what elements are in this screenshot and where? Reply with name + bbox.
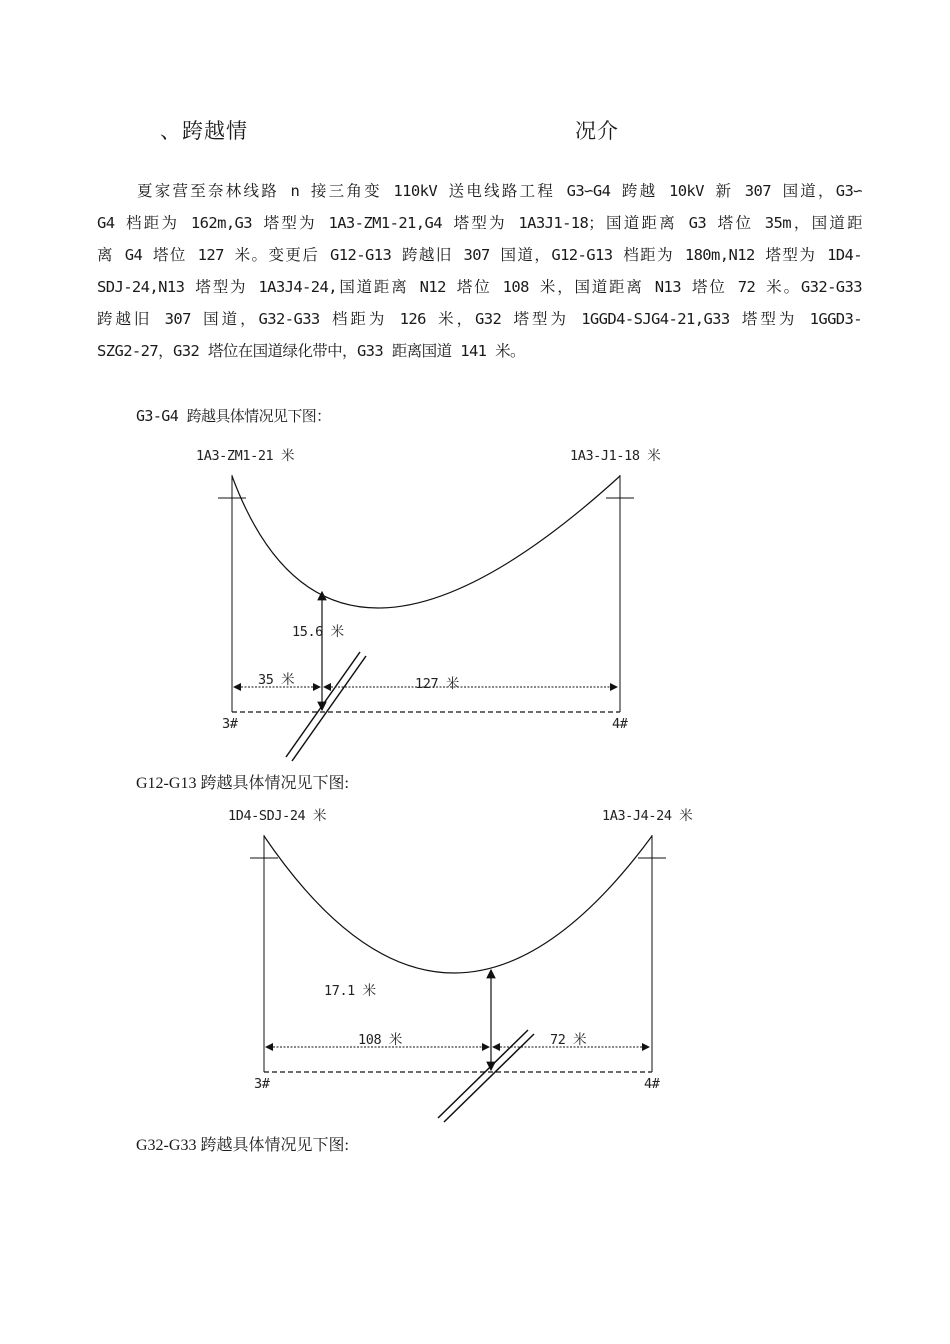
- right-pole-label: 4#: [612, 716, 628, 732]
- road-line-b: [444, 1034, 534, 1122]
- crossing-diagram-g12-g13: [0, 800, 950, 1130]
- caption-g3-g4: G3-G4 跨越具体情况见下图：: [136, 407, 331, 425]
- left-tower-label: 1A3-ZM1-21 米: [196, 448, 295, 464]
- road-line-a: [286, 652, 360, 757]
- section-heading-right: 况介: [575, 119, 619, 143]
- crossing-diagram-g3-g4: [0, 440, 950, 770]
- caption-g32-g33: G32-G33 跨越具体情况见下图:: [136, 1137, 349, 1154]
- right-distance-label: 127 米: [415, 676, 460, 692]
- paragraph-line: SDJ-24,N13 塔型为 1A3J4-24,国道距离 N12 塔位 108 米，国道距离 N13 塔位 72 米。G32-G33: [97, 278, 862, 296]
- left-distance-label: 108 米: [358, 1032, 403, 1048]
- paragraph-line: 跨越旧 307 国道，G32-G33 档距为 126 米，G32 塔型为 1GGD4-SJG4-21,G33 塔型为 1GGD3-: [97, 310, 862, 328]
- right-distance-label: 72 米: [550, 1032, 587, 1048]
- right-tower-label: 1A3-J4-24 米: [602, 808, 693, 824]
- paragraph-line: 离 G4 塔位 127 米。变更后 G12-G13 跨越旧 307 国道，G12-G13 档距为 180m,N12 塔型为 1D4-: [97, 246, 862, 264]
- left-distance-label: 35 米: [258, 672, 295, 688]
- section-heading-left: 、跨越情: [160, 119, 248, 143]
- road-line-a: [438, 1030, 528, 1118]
- left-tower-label: 1D4-SDJ-24 米: [228, 808, 327, 824]
- right-tower-label: 1A3-J1-18 米: [570, 448, 661, 464]
- paragraph-line: 夏家营至奈林线路 n 接三角变 110kV 送电线路工程 G3∽G4 跨越 10kV 新 307 国道，G3∽: [137, 182, 862, 200]
- caption-g12-g13: G12-G13 跨越具体情况见下图:: [136, 775, 349, 792]
- clearance-label: 15.6 米: [292, 624, 344, 640]
- conductor-curve: [264, 836, 652, 973]
- clearance-label: 17.1 米: [324, 983, 376, 999]
- left-pole-label: 3#: [222, 716, 238, 732]
- road-line-b: [292, 656, 366, 761]
- right-pole-label: 4#: [644, 1076, 660, 1092]
- body-paragraph: [97, 175, 862, 367]
- paragraph-line: G4 档距为 162m,G3 塔型为 1A3-ZM1-21,G4 塔型为 1A3J1-18；国道距离 G3 塔位 35m，国道距: [97, 214, 862, 232]
- left-pole-label: 3#: [254, 1076, 270, 1092]
- conductor-curve: [232, 476, 620, 608]
- paragraph-line: SZG2-27，G32 塔位在国道绿化带中，G33 距离国道 141 米。: [97, 342, 525, 360]
